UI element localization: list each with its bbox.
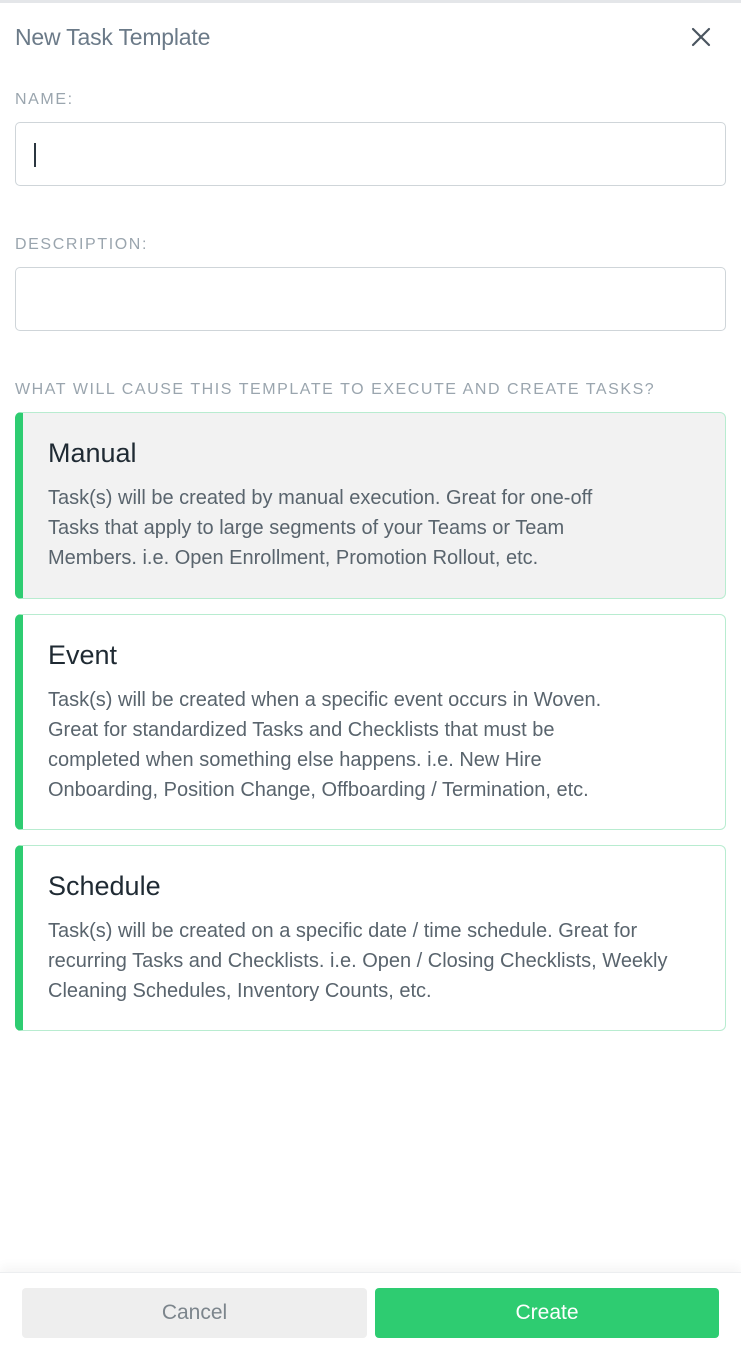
top-divider [0, 0, 741, 3]
option-schedule[interactable] [15, 845, 726, 1031]
dialog-header [15, 22, 726, 52]
option-title: Schedule [48, 871, 161, 901]
trigger-question: WHAT WILL CAUSE THIS TEMPLATE TO EXECUTE AND CREATE TASKS? [15, 381, 656, 398]
option-title: Event [48, 640, 118, 670]
option-description: Task(s) will be created when a specific event occurs in Woven. Great for standardized Tasks and Checklists that must be completed when something else happens. i.e. New Hire Onboarding, Position Change, Offboarding / Termination, etc. [48, 689, 602, 801]
text-caret [34, 143, 36, 167]
description-input[interactable] [15, 267, 726, 331]
option-description: Task(s) will be created by manual execution. Great for one-off Tasks that apply to large segments of your Teams or Team Members. i.e. Open Enrollment, Promotion Rollout, etc. [48, 487, 593, 569]
dialog-title: New Task Template [15, 24, 211, 50]
cancel-button[interactable]: Cancel [22, 1288, 367, 1338]
name-label: NAME: [15, 91, 74, 108]
close-icon [688, 24, 714, 50]
option-title: Manual [48, 438, 137, 468]
option-manual[interactable] [15, 412, 726, 599]
create-button[interactable]: Create [375, 1288, 719, 1338]
option-description: Task(s) will be created on a specific date / time schedule. Great for recurring Tasks and Checklists. i.e. Open / Closing Checklists, Weekly Cleaning Schedules, Inventory Counts, etc. [48, 920, 668, 1002]
close-button[interactable] [688, 24, 714, 50]
option-event[interactable] [15, 614, 726, 830]
name-input[interactable] [15, 122, 726, 186]
description-label: DESCRIPTION: [15, 236, 148, 253]
dialog-footer [0, 1272, 741, 1350]
